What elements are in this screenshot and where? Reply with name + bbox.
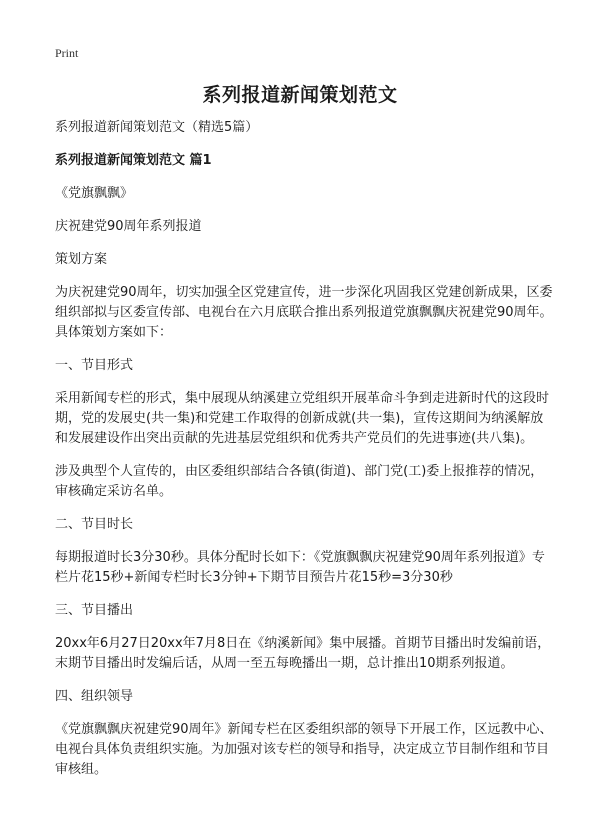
section-heading-leadership: 四、组织领导	[55, 689, 134, 704]
section-heading-format: 一、节目形式	[55, 358, 134, 373]
document-body	[55, 118, 555, 793]
document-subtitle: 系列报道新闻策划范文（精选5篇）	[55, 120, 259, 135]
paragraph-series-name: 庆祝建党90周年系列报道	[55, 219, 202, 234]
paragraph-format: 采用新闻专栏的形式，集中展现从纳溪建立党组织开展革命斗争到走进新时代的这段时期，党的发展史(共一集)和党建工作取得的创新成就(共一集)，宣传这期间为纳溪解放和发展建设作出突出贡献的先进基层党组织和优秀共产党员们的先进事迹(共八集)。	[55, 391, 550, 446]
article-heading: 系列报道新闻策划范文 篇1	[55, 153, 212, 168]
paragraph-intro: 为庆祝建党90周年，切实加强全区党建宣传，进一步深化巩固我区党建创新成果，区委组织部拟与区委宣传部、电视台在六月底联合推出系列报道党旗飘飘庆祝建党90周年。具体策划方案如下：	[55, 285, 553, 340]
paragraph-program-name: 《党旗飘飘》	[55, 186, 134, 201]
paragraph-leadership: 《党旗飘飘庆祝建党90周年》新闻专栏在区委组织部的领导下开展工作，区远教中心、电视台具体负责组织实施。为加强对该专栏的领导和指导，决定成立节目制作组和节目审核组。	[55, 722, 553, 777]
section-heading-broadcast: 三、节目播出	[55, 603, 134, 618]
paragraph-plan-label: 策划方案	[55, 252, 108, 267]
page-title: 系列报道新闻策划范文	[202, 84, 398, 106]
paragraph-individuals: 涉及典型个人宣传的，由区委组织部结合各镇(街道)、部门党(工)委上报推荐的情况，审核确定采访名单。	[55, 464, 544, 499]
paragraph-duration: 每期报道时长3分30秒。具体分配时长如下：《党旗飘飘庆祝建党90周年系列报道》专栏片花15秒+新闻专栏时长3分钟+下期节目预告片花15秒=3分30秒	[55, 550, 545, 585]
section-heading-duration: 二、节目时长	[55, 517, 134, 532]
print-link[interactable]: Print	[55, 46, 79, 60]
paragraph-broadcast: 20xx年6月27日20xx年7月8日在《纳溪新闻》集中展播。首期节目播出时发编前语，末期节目播出时发编后话，从周一至五每晚播出一期，总计推出10期系列报道。	[55, 636, 551, 671]
